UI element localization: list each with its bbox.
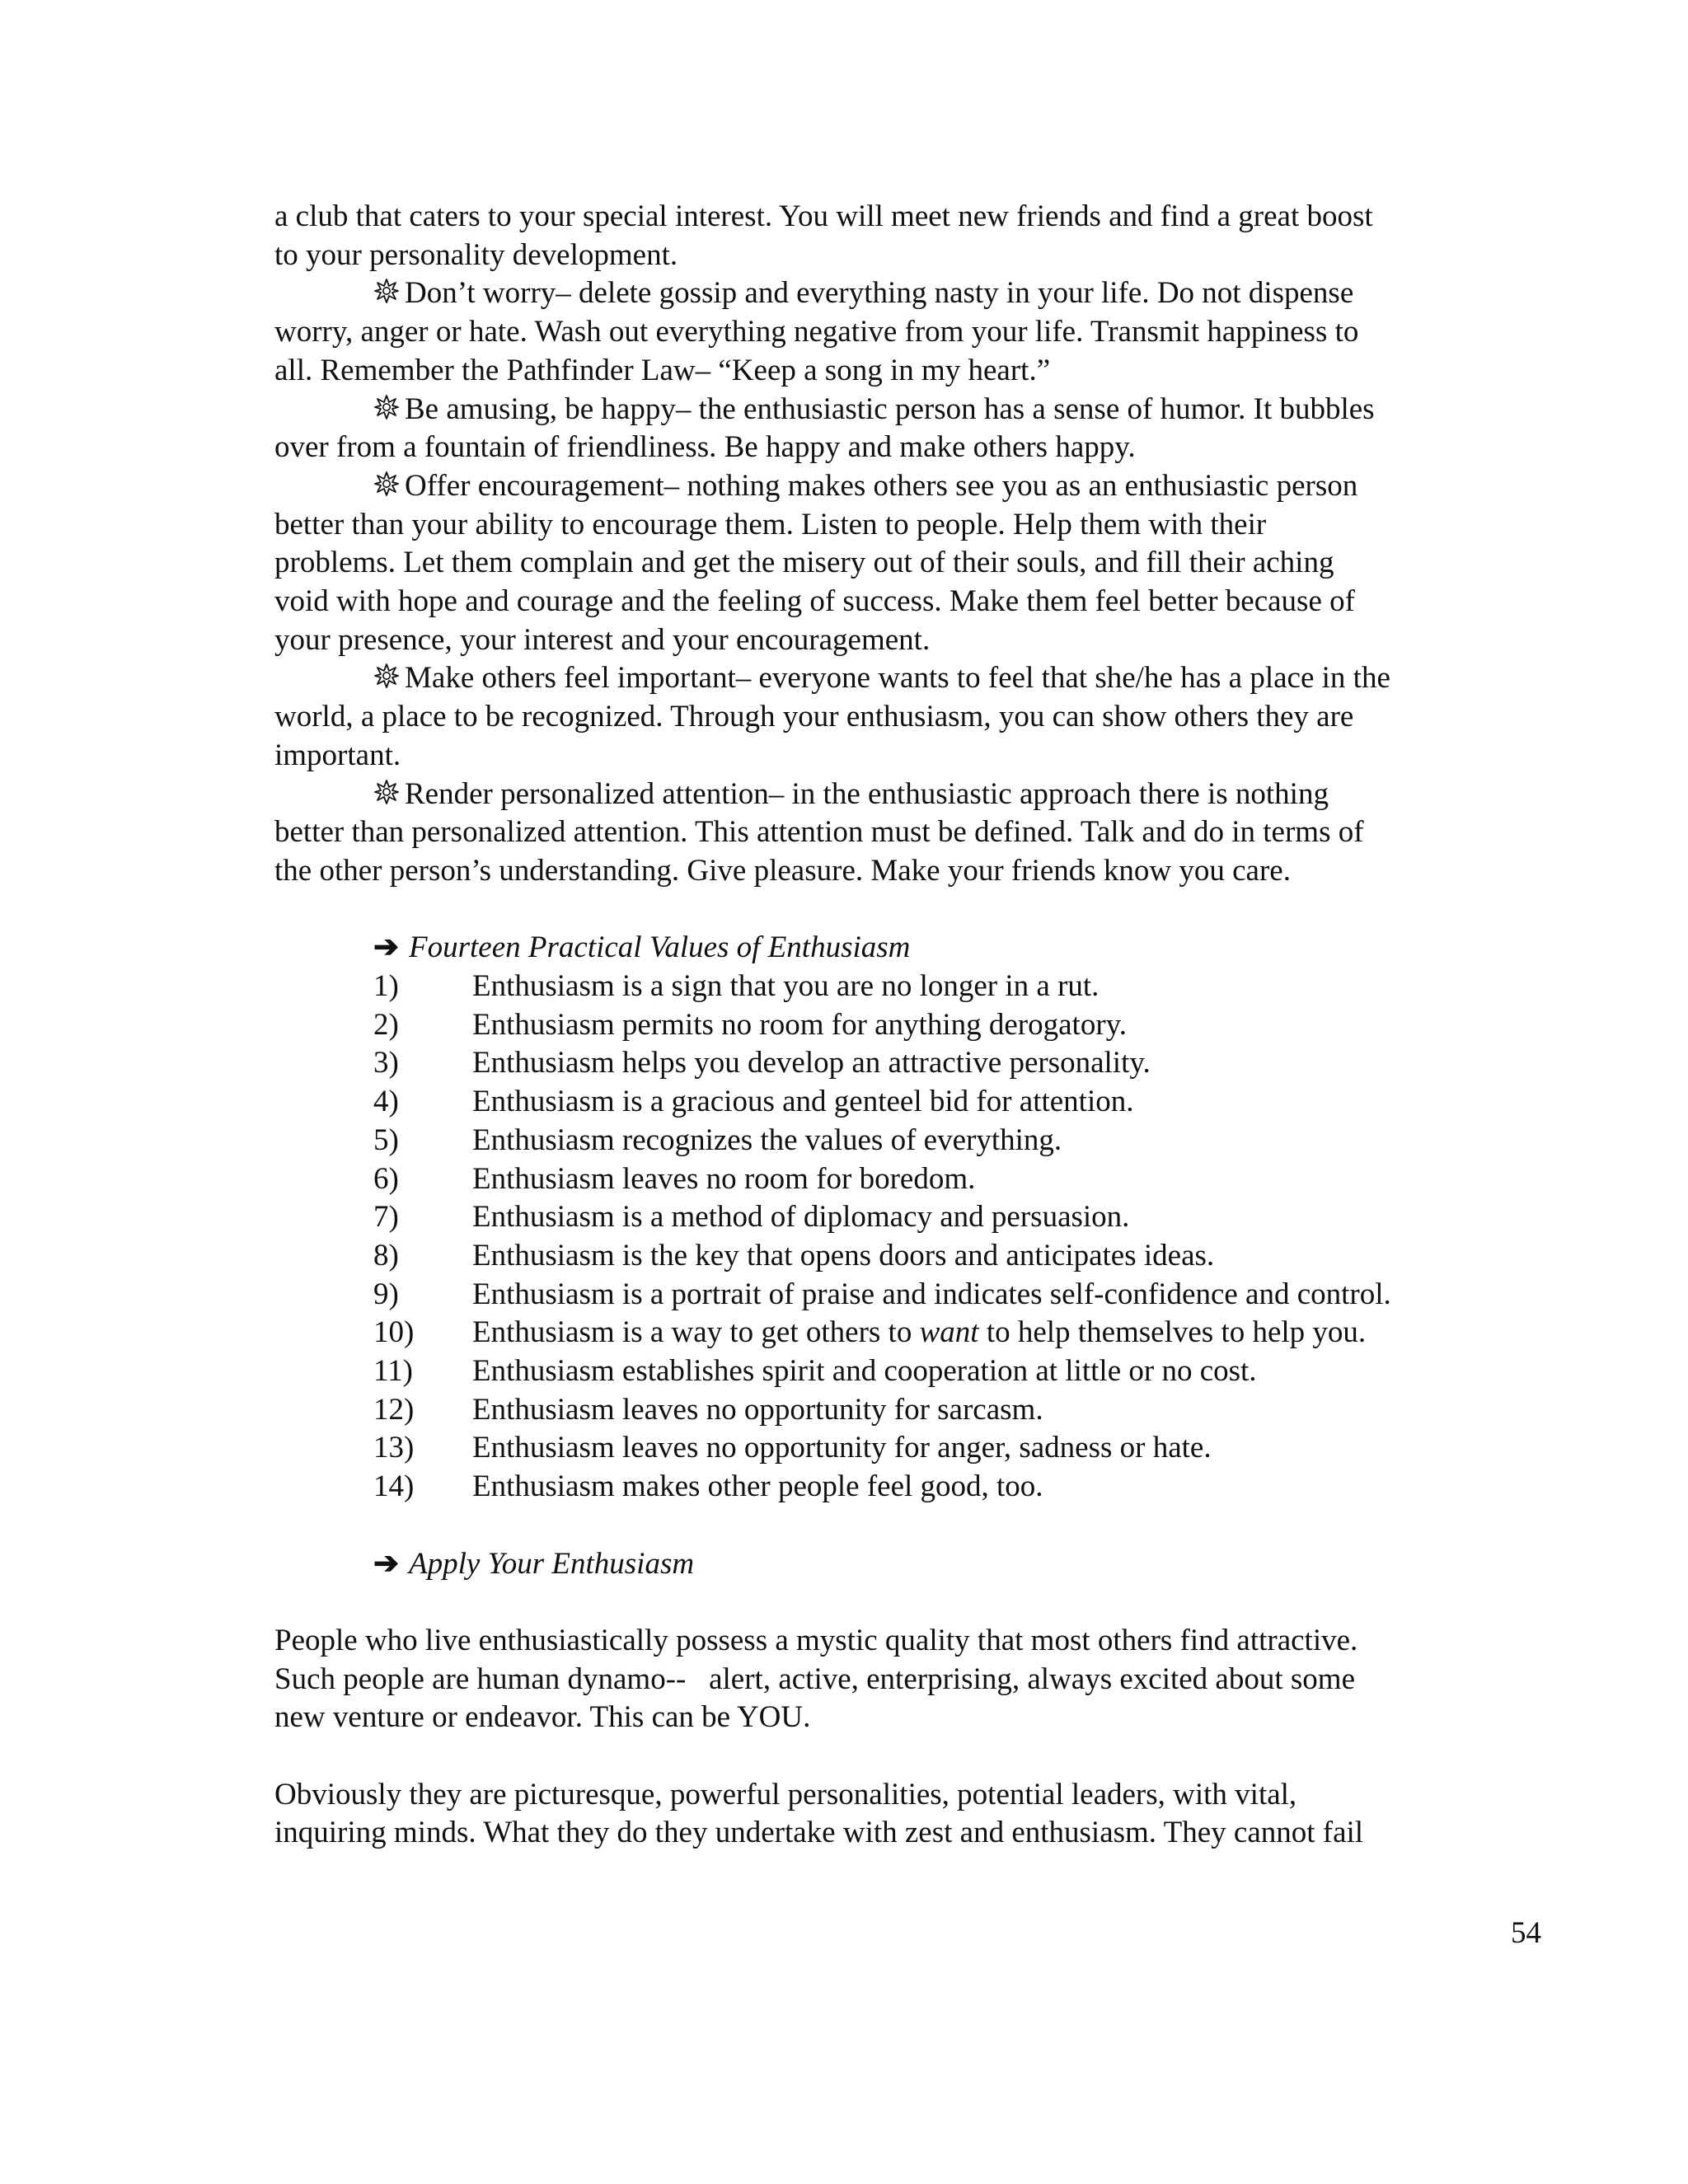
text-line: void with hope and courage and the feeling of success. Make them feel better because of xyxy=(274,584,1355,619)
text-line: Obviously they are picturesque, powerful personalities, potential leaders, with vital, xyxy=(274,1777,1297,1811)
item-text: Enthusiasm is the key that opens doors and anticipates ideas. xyxy=(472,1238,1215,1272)
list-item xyxy=(373,1160,1470,1199)
paragraph-obviously xyxy=(274,1776,1470,1853)
item-number: 4) xyxy=(373,1085,399,1119)
list-item xyxy=(373,1006,1470,1045)
text-line: to your personality development. xyxy=(274,237,678,272)
list-item xyxy=(373,1237,1470,1276)
list-item xyxy=(373,1122,1470,1160)
item-text: Enthusiasm recognizes the values of everything. xyxy=(472,1122,1062,1157)
right-arrow-icon: ➔ xyxy=(373,930,400,965)
item-text-part: to help themselves to help you. xyxy=(978,1315,1367,1350)
bullet-offer-encouragement xyxy=(274,467,1470,660)
item-text: Enthusiasm leaves no opportunity for sarcasm. xyxy=(472,1392,1043,1427)
page-content xyxy=(274,198,1470,1853)
text-line: world, a place to be recognized. Through your enthusiasm, you can show others they are xyxy=(274,700,1354,734)
values-list xyxy=(274,968,1470,1507)
sun-outline-icon xyxy=(373,278,400,304)
bullet-dont-worry xyxy=(274,274,1470,390)
item-number: 6) xyxy=(373,1161,399,1196)
item-text: Enthusiasm establishes spirit and cooperation at little or no cost. xyxy=(472,1354,1257,1389)
text-line: Render personalized attention– in the enthusiastic approach there is nothing xyxy=(405,776,1329,811)
intro-paragraph xyxy=(274,198,1470,274)
spacer xyxy=(274,891,1470,930)
item-number: 2) xyxy=(373,1007,399,1042)
page-number: 54 xyxy=(1511,1916,1541,1950)
list-item xyxy=(373,1198,1470,1237)
list-item xyxy=(373,1083,1470,1122)
list-item xyxy=(373,1276,1470,1315)
text-line: a club that caters to your special interest. You will meet new friends and find a great boost xyxy=(274,199,1373,233)
list-item xyxy=(373,1044,1470,1083)
item-text: Enthusiasm permits no room for anything derogatory. xyxy=(472,1007,1127,1042)
list-item xyxy=(373,1429,1470,1468)
spacer xyxy=(274,1507,1470,1545)
bullet-make-others-feel-important xyxy=(274,659,1470,775)
section-heading-apply xyxy=(373,1545,1470,1584)
item-number: 13) xyxy=(373,1431,415,1465)
right-arrow-icon: ➔ xyxy=(373,1546,400,1581)
text-line: Offer encouragement– nothing makes others see you as an enthusiastic person xyxy=(405,468,1358,503)
item-text-part: Enthusiasm is a way to get others to xyxy=(472,1315,920,1350)
item-text: Enthusiasm makes other people feel good, too. xyxy=(472,1469,1043,1504)
text-line: all. Remember the Pathfinder Law– “Keep a song in my heart.” xyxy=(274,353,1051,387)
text-line: problems. Let them complain and get the misery out of their souls, and fill their aching xyxy=(274,546,1334,580)
heading-text: Apply Your Enthusiasm xyxy=(409,1546,695,1581)
list-item xyxy=(373,1391,1470,1430)
list-item xyxy=(373,1468,1470,1507)
item-text: Enthusiasm is a sign that you are no longer in a rut. xyxy=(472,969,1100,1004)
list-item xyxy=(373,1314,1470,1352)
item-number: 10) xyxy=(373,1315,415,1350)
sun-outline-icon xyxy=(373,663,400,689)
heading-text: Fourteen Practical Values of Enthusiasm xyxy=(409,930,911,965)
text-line: better than personalized attention. This attention must be defined. Talk and do in terms of xyxy=(274,815,1364,850)
item-number: 14) xyxy=(373,1469,415,1504)
list-item xyxy=(373,968,1470,1006)
item-number: 12) xyxy=(373,1392,415,1427)
item-text: Enthusiasm leaves no opportunity for anger, sadness or hate. xyxy=(472,1431,1212,1465)
text-line: Such people are human dynamo-- alert, active, enterprising, always excited about some xyxy=(274,1661,1355,1696)
sun-outline-icon xyxy=(373,394,400,420)
bullet-be-amusing xyxy=(274,391,1470,467)
sun-outline-icon xyxy=(373,471,400,497)
spacer xyxy=(274,1583,1470,1622)
emphasis-text: want xyxy=(919,1315,979,1350)
list-item xyxy=(373,1352,1470,1391)
item-number: 11) xyxy=(373,1354,413,1389)
text-line: important. xyxy=(274,738,401,772)
item-text: Enthusiasm is a portrait of praise and indicates self-confidence and control. xyxy=(472,1277,1391,1311)
item-number: 9) xyxy=(373,1277,399,1311)
text-line: Don’t worry– delete gossip and everything nasty in your life. Do not dispense xyxy=(405,276,1354,311)
bullet-render-personalized-attention xyxy=(274,776,1470,891)
item-number: 8) xyxy=(373,1238,399,1272)
text-line: People who live enthusiastically possess a mystic quality that most others find attractive. xyxy=(274,1623,1358,1657)
text-line: better than your ability to encourage them. Listen to people. Help them with their xyxy=(274,507,1267,541)
item-text: Enthusiasm helps you develop an attractive personality. xyxy=(472,1046,1151,1080)
item-text: Enthusiasm leaves no room for boredom. xyxy=(472,1161,976,1196)
item-text: Enthusiasm is a method of diplomacy and persuasion. xyxy=(472,1200,1130,1235)
item-number: 3) xyxy=(373,1046,399,1080)
sun-outline-icon xyxy=(373,779,400,805)
text-line: worry, anger or hate. Wash out everything negative from your life. Transmit happiness to xyxy=(274,315,1359,349)
paragraph-people xyxy=(274,1622,1470,1737)
item-number: 1) xyxy=(373,969,399,1004)
text-line: Make others feel important– everyone wants to feel that she/he has a place in the xyxy=(405,661,1390,696)
text-line: your presence, your interest and your encouragement. xyxy=(274,622,931,657)
text-line: the other person’s understanding. Give pleasure. Make your friends know you care. xyxy=(274,853,1291,888)
text-line: inquiring minds. What they do they undertake with zest and enthusiasm. They cannot fail xyxy=(274,1816,1364,1850)
item-number: 5) xyxy=(373,1122,399,1157)
text-line: new venture or endeavor. This can be YOU. xyxy=(274,1700,811,1735)
item-text xyxy=(472,1314,1366,1352)
item-number: 7) xyxy=(373,1200,399,1235)
text-line: over from a fountain of friendliness. Be happy and make others happy. xyxy=(274,430,1136,465)
item-text: Enthusiasm is a gracious and genteel bid for attention. xyxy=(472,1085,1134,1119)
section-heading-values xyxy=(373,929,1470,968)
spacer xyxy=(274,1737,1470,1776)
text-line: Be amusing, be happy– the enthusiastic person has a sense of humor. It bubbles xyxy=(405,391,1375,426)
